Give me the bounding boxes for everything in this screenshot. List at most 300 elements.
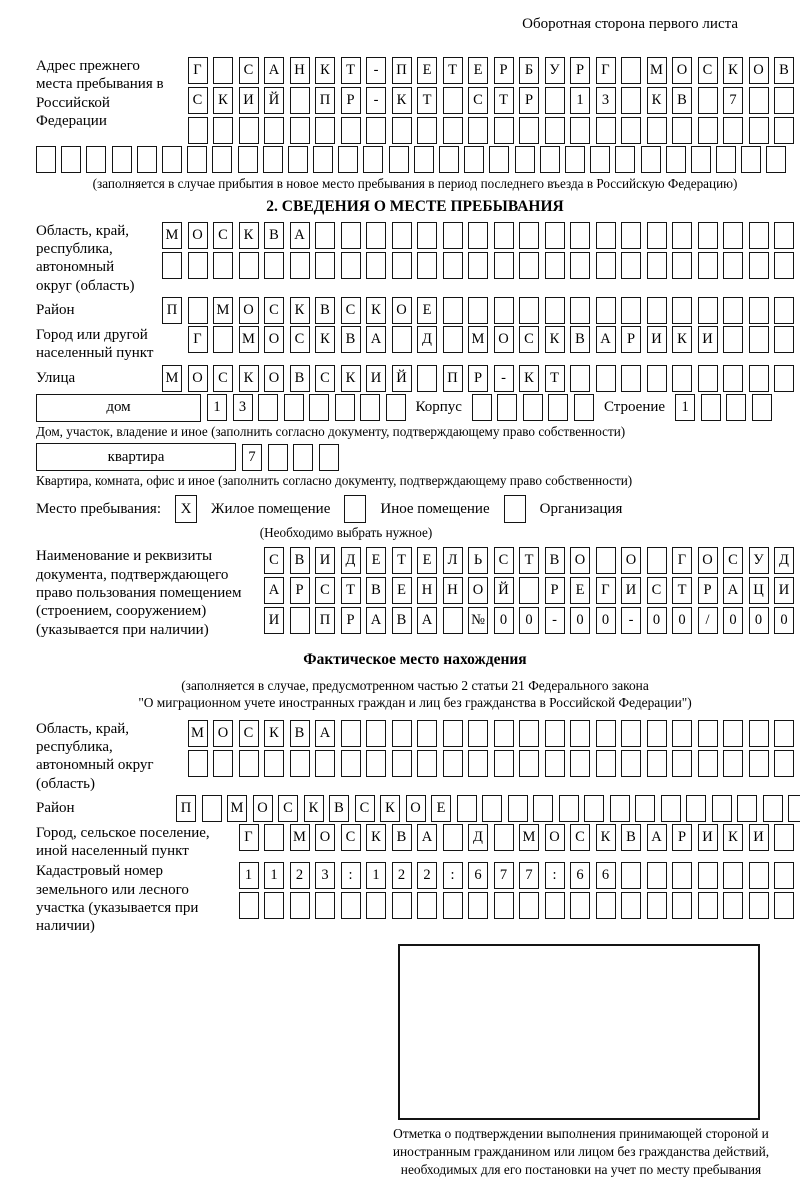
char-box: Й (264, 87, 284, 114)
char-box (698, 222, 718, 249)
char-box (443, 720, 463, 747)
stay-option-organization-checkbox[interactable] (504, 495, 526, 523)
char-box (698, 252, 718, 279)
char-box: С (264, 547, 284, 574)
char-box: Л (443, 547, 463, 574)
char-box: В (264, 222, 284, 249)
char-box: К (596, 824, 616, 851)
char-box: Т (392, 547, 412, 574)
char-box: Д (468, 824, 488, 851)
char-box: 6 (468, 862, 488, 889)
stay-option-organization-label: Организация (539, 500, 623, 517)
char-box: Д (417, 326, 437, 353)
char-box: Е (431, 795, 451, 822)
char-box (545, 892, 565, 919)
char-box: М (227, 795, 247, 822)
char-box (716, 146, 736, 173)
char-box: У (545, 57, 565, 84)
char-box (621, 87, 641, 114)
char-box (494, 222, 514, 249)
char-box: О (188, 222, 208, 249)
char-box: У (749, 547, 769, 574)
char-box (774, 326, 794, 353)
char-box (489, 146, 509, 173)
char-box (559, 795, 579, 822)
char-box (752, 394, 772, 421)
char-box (596, 222, 616, 249)
char-box (338, 146, 358, 173)
char-box (723, 720, 743, 747)
prev-address-row-1 (188, 57, 795, 84)
char-box (443, 87, 463, 114)
char-box: А (366, 607, 386, 634)
char-box (545, 87, 565, 114)
char-box (647, 365, 667, 392)
char-box: С (315, 365, 335, 392)
char-box: 7 (519, 862, 539, 889)
char-box: А (366, 326, 386, 353)
char-box (647, 892, 667, 919)
char-box: - (621, 607, 641, 634)
char-box: И (239, 87, 259, 114)
char-box (341, 222, 361, 249)
char-box: Г (239, 824, 259, 851)
char-box (698, 87, 718, 114)
char-box: П (315, 607, 335, 634)
char-box (548, 394, 568, 421)
char-box (574, 394, 594, 421)
char-box: К (264, 720, 284, 747)
char-box (774, 365, 794, 392)
actual-location-note-1: (заполняется в случае, предусмотренном частью 2 статьи 21 Федерального закона (181, 677, 649, 693)
char-box (264, 750, 284, 777)
char-box: 3 (315, 862, 335, 889)
char-box: Г (188, 326, 208, 353)
char-box (596, 750, 616, 777)
char-box (749, 750, 769, 777)
char-box: - (366, 87, 386, 114)
char-box: 1 (570, 87, 590, 114)
char-box (494, 720, 514, 747)
char-box: В (329, 795, 349, 822)
char-box (723, 252, 743, 279)
char-box (545, 720, 565, 747)
char-box (494, 252, 514, 279)
house-number-cells (207, 394, 406, 421)
char-box (239, 750, 259, 777)
char-box: М (188, 720, 208, 747)
char-box: С (570, 824, 590, 851)
char-box (293, 444, 313, 471)
char-box (621, 750, 641, 777)
char-box (264, 252, 284, 279)
char-box (763, 795, 783, 822)
city-row (188, 326, 795, 353)
city-label: Город или другой населенный пункт (36, 327, 154, 362)
char-box (290, 892, 310, 919)
char-box (268, 444, 288, 471)
char-box: Р (545, 577, 565, 604)
char-box (494, 824, 514, 851)
char-box: А (647, 824, 667, 851)
char-box (698, 750, 718, 777)
char-box (774, 892, 794, 919)
char-box (36, 146, 56, 173)
char-box (508, 795, 528, 822)
char-box: Р (519, 87, 539, 114)
char-box: О (570, 547, 590, 574)
char-box: К (239, 365, 259, 392)
char-box (570, 117, 590, 144)
char-box: А (290, 222, 310, 249)
korpus-label: Корпус (415, 399, 462, 416)
char-box: С (519, 326, 539, 353)
char-box (443, 607, 463, 634)
char-box (545, 222, 565, 249)
char-box (112, 146, 132, 173)
char-box (672, 750, 692, 777)
char-box: В (290, 547, 310, 574)
char-box: О (264, 365, 284, 392)
char-box (443, 252, 463, 279)
char-box (341, 252, 361, 279)
char-box (315, 892, 335, 919)
char-box: А (723, 577, 743, 604)
char-box (457, 795, 477, 822)
char-box: К (672, 326, 692, 353)
char-box (468, 297, 488, 324)
char-box: 2 (392, 862, 412, 889)
actual-district-label: Район (36, 799, 75, 816)
char-box (315, 750, 335, 777)
korpus-cells (472, 394, 594, 421)
char-box: Б (519, 57, 539, 84)
char-box (749, 365, 769, 392)
char-box (570, 365, 590, 392)
char-box (519, 892, 539, 919)
char-box (596, 365, 616, 392)
char-box (366, 750, 386, 777)
char-box (672, 117, 692, 144)
char-box (392, 750, 412, 777)
cadastral-field (36, 862, 794, 935)
char-box (519, 720, 539, 747)
char-box: Е (366, 547, 386, 574)
char-box (621, 252, 641, 279)
char-box: М (519, 824, 539, 851)
char-box: Г (596, 57, 616, 84)
char-box: С (239, 57, 259, 84)
char-box: : (545, 862, 565, 889)
street-label: Улица (36, 369, 76, 386)
char-box (621, 57, 641, 84)
char-box (570, 720, 590, 747)
char-box (315, 252, 335, 279)
char-box: Р (672, 824, 692, 851)
char-box: Т (545, 365, 565, 392)
char-box: В (545, 547, 565, 574)
stay-option-residential-checkbox[interactable]: X (175, 495, 197, 523)
char-box: / (698, 607, 718, 634)
char-box: С (468, 87, 488, 114)
char-box: К (519, 365, 539, 392)
char-box: Н (290, 57, 310, 84)
document-rows (248, 547, 794, 634)
actual-region-field (36, 720, 794, 793)
house-label-box: дом (36, 394, 201, 422)
city-field (36, 326, 794, 363)
char-box: 2 (290, 862, 310, 889)
char-box: Т (341, 57, 361, 84)
char-box (749, 252, 769, 279)
char-box: В (570, 326, 590, 353)
char-box (672, 222, 692, 249)
char-box (647, 862, 667, 889)
char-box (366, 222, 386, 249)
char-box (363, 146, 383, 173)
char-box (570, 892, 590, 919)
char-box (635, 795, 655, 822)
char-box: М (468, 326, 488, 353)
char-box (258, 394, 278, 421)
char-box (443, 326, 463, 353)
char-box (545, 297, 565, 324)
apartment-row (36, 443, 794, 471)
stay-option-other-premises-label: Иное помещение (380, 500, 490, 517)
char-box: 0 (723, 607, 743, 634)
char-box: П (162, 297, 182, 324)
char-box: К (304, 795, 324, 822)
char-box: М (162, 222, 182, 249)
char-box (723, 326, 743, 353)
char-box: Р (468, 365, 488, 392)
char-box: Р (341, 607, 361, 634)
char-box (290, 117, 310, 144)
char-box: О (545, 824, 565, 851)
char-box: А (264, 577, 284, 604)
char-box (621, 862, 641, 889)
char-box (723, 297, 743, 324)
char-box (494, 750, 514, 777)
char-box (61, 146, 81, 173)
char-box (723, 117, 743, 144)
char-box: О (406, 795, 426, 822)
char-box: С (213, 222, 233, 249)
char-box (584, 795, 604, 822)
char-box (596, 252, 616, 279)
char-box: Р (698, 577, 718, 604)
char-box: К (723, 824, 743, 851)
char-box (290, 607, 310, 634)
char-box (523, 394, 543, 421)
char-box (264, 892, 284, 919)
stay-option-other-premises-checkbox[interactable] (344, 495, 366, 523)
char-box (749, 87, 769, 114)
char-box: А (417, 824, 437, 851)
stay-option-residential-label: Жилое помещение (211, 500, 331, 517)
char-box: Т (494, 87, 514, 114)
char-box (417, 365, 437, 392)
char-box: О (672, 57, 692, 84)
char-box: Д (774, 547, 794, 574)
char-box: С (188, 87, 208, 114)
char-box: 0 (672, 607, 692, 634)
section2-title: 2. СВЕДЕНИЯ О МЕСТЕ ПРЕБЫВАНИЯ (266, 197, 564, 215)
prev-address-row-2 (188, 87, 795, 114)
char-box: 1 (239, 862, 259, 889)
char-box: И (749, 824, 769, 851)
char-box: В (341, 326, 361, 353)
apartment-note: Квартира, комната, офис и иное (заполнить согласно документу, подтверждающему право собственности) (36, 473, 633, 489)
char-box: Т (519, 547, 539, 574)
char-box: О (253, 795, 273, 822)
prev-address-row-3 (188, 117, 795, 144)
char-box: Н (417, 577, 437, 604)
char-box: И (647, 326, 667, 353)
document-row-3 (264, 607, 794, 634)
char-box: В (290, 365, 310, 392)
char-box (482, 795, 502, 822)
char-box: С (698, 57, 718, 84)
char-box (698, 365, 718, 392)
char-box (596, 547, 616, 574)
region-rows (148, 222, 794, 279)
char-box: К (315, 326, 335, 353)
char-box: И (621, 577, 641, 604)
char-box: С (341, 824, 361, 851)
char-box (212, 146, 232, 173)
prev-address-note: (заполняется в случае прибытия в новое место пребывания в период последнего въезда в Российскую Федерацию) (92, 176, 738, 191)
char-box: П (443, 365, 463, 392)
char-box (647, 720, 667, 747)
char-box (290, 252, 310, 279)
char-box (137, 146, 157, 173)
char-box: А (417, 607, 437, 634)
char-box (284, 394, 304, 421)
prev-address-rows (164, 57, 794, 144)
char-box: - (545, 607, 565, 634)
char-box: 0 (596, 607, 616, 634)
char-box (723, 750, 743, 777)
char-box (315, 222, 335, 249)
char-box (417, 222, 437, 249)
char-box: 7 (723, 87, 743, 114)
char-box: К (366, 297, 386, 324)
char-box: К (392, 87, 412, 114)
char-box (596, 117, 616, 144)
char-box: 1 (675, 394, 695, 421)
char-box: Е (417, 297, 437, 324)
house-note: Дом, участок, владение и иное (заполнить согласно документу, подтверждающему право собственности) (36, 423, 626, 439)
char-box: О (315, 824, 335, 851)
char-box: 3 (233, 394, 253, 421)
document-label: Наименование и реквизиты документа, подтверждающего право пользования помещением (строением, сооружением) (указывается при наличии) (36, 548, 242, 638)
char-box: 0 (519, 607, 539, 634)
char-box: К (647, 87, 667, 114)
char-box (691, 146, 711, 173)
char-box (749, 297, 769, 324)
char-box (443, 117, 463, 144)
street-row (162, 365, 794, 392)
char-box (341, 117, 361, 144)
char-box: Т (672, 577, 692, 604)
char-box (647, 547, 667, 574)
char-box (774, 252, 794, 279)
char-box: С (239, 720, 259, 747)
char-box: Ц (749, 577, 769, 604)
char-box (672, 720, 692, 747)
char-box (392, 892, 412, 919)
char-box (723, 892, 743, 919)
char-box: Г (596, 577, 616, 604)
char-box (213, 252, 233, 279)
char-box: М (290, 824, 310, 851)
char-box (239, 252, 259, 279)
char-box (672, 862, 692, 889)
char-box (319, 444, 339, 471)
char-box (570, 297, 590, 324)
char-box: С (278, 795, 298, 822)
char-box (570, 750, 590, 777)
char-box: Т (417, 87, 437, 114)
char-box: С (494, 547, 514, 574)
char-box (698, 297, 718, 324)
actual-region-row-1 (188, 720, 795, 747)
char-box: : (341, 862, 361, 889)
char-box (737, 795, 757, 822)
char-box (417, 252, 437, 279)
char-box (741, 146, 761, 173)
char-box: П (315, 87, 335, 114)
prev-address-field (36, 57, 794, 144)
char-box (698, 117, 718, 144)
confirmation-stamp-caption: Отметка о подтверждении выполнения принимающей стороной и иностранным гражданином или лицом без гражданства действий, необходимых для его постановки на учет по месту пребывания (392, 1125, 770, 1177)
char-box (288, 146, 308, 173)
char-box (366, 720, 386, 747)
char-box (464, 146, 484, 173)
char-box (615, 146, 635, 173)
char-box (545, 750, 565, 777)
region-row-2 (162, 252, 794, 279)
char-box (596, 297, 616, 324)
char-box (238, 146, 258, 173)
char-box: И (698, 326, 718, 353)
char-box: А (315, 720, 335, 747)
char-box (774, 222, 794, 249)
char-box (414, 146, 434, 173)
char-box: В (672, 87, 692, 114)
char-box (341, 892, 361, 919)
region-label: Область, край, республика, автономный округ (область) (36, 222, 135, 294)
char-box (341, 720, 361, 747)
char-box: Д (341, 547, 361, 574)
char-box: М (647, 57, 667, 84)
char-box: - (366, 57, 386, 84)
cadastral-row-1 (239, 862, 795, 889)
char-box: 0 (494, 607, 514, 634)
char-box: О (494, 326, 514, 353)
actual-region-label: Область, край, республика, автономный округ (область) (36, 720, 154, 792)
char-box (213, 57, 233, 84)
char-box (519, 577, 539, 604)
char-box (788, 795, 800, 822)
char-box (366, 117, 386, 144)
char-box (264, 117, 284, 144)
char-box (309, 394, 329, 421)
char-box: О (621, 547, 641, 574)
char-box (417, 720, 437, 747)
actual-city-row (239, 824, 795, 851)
